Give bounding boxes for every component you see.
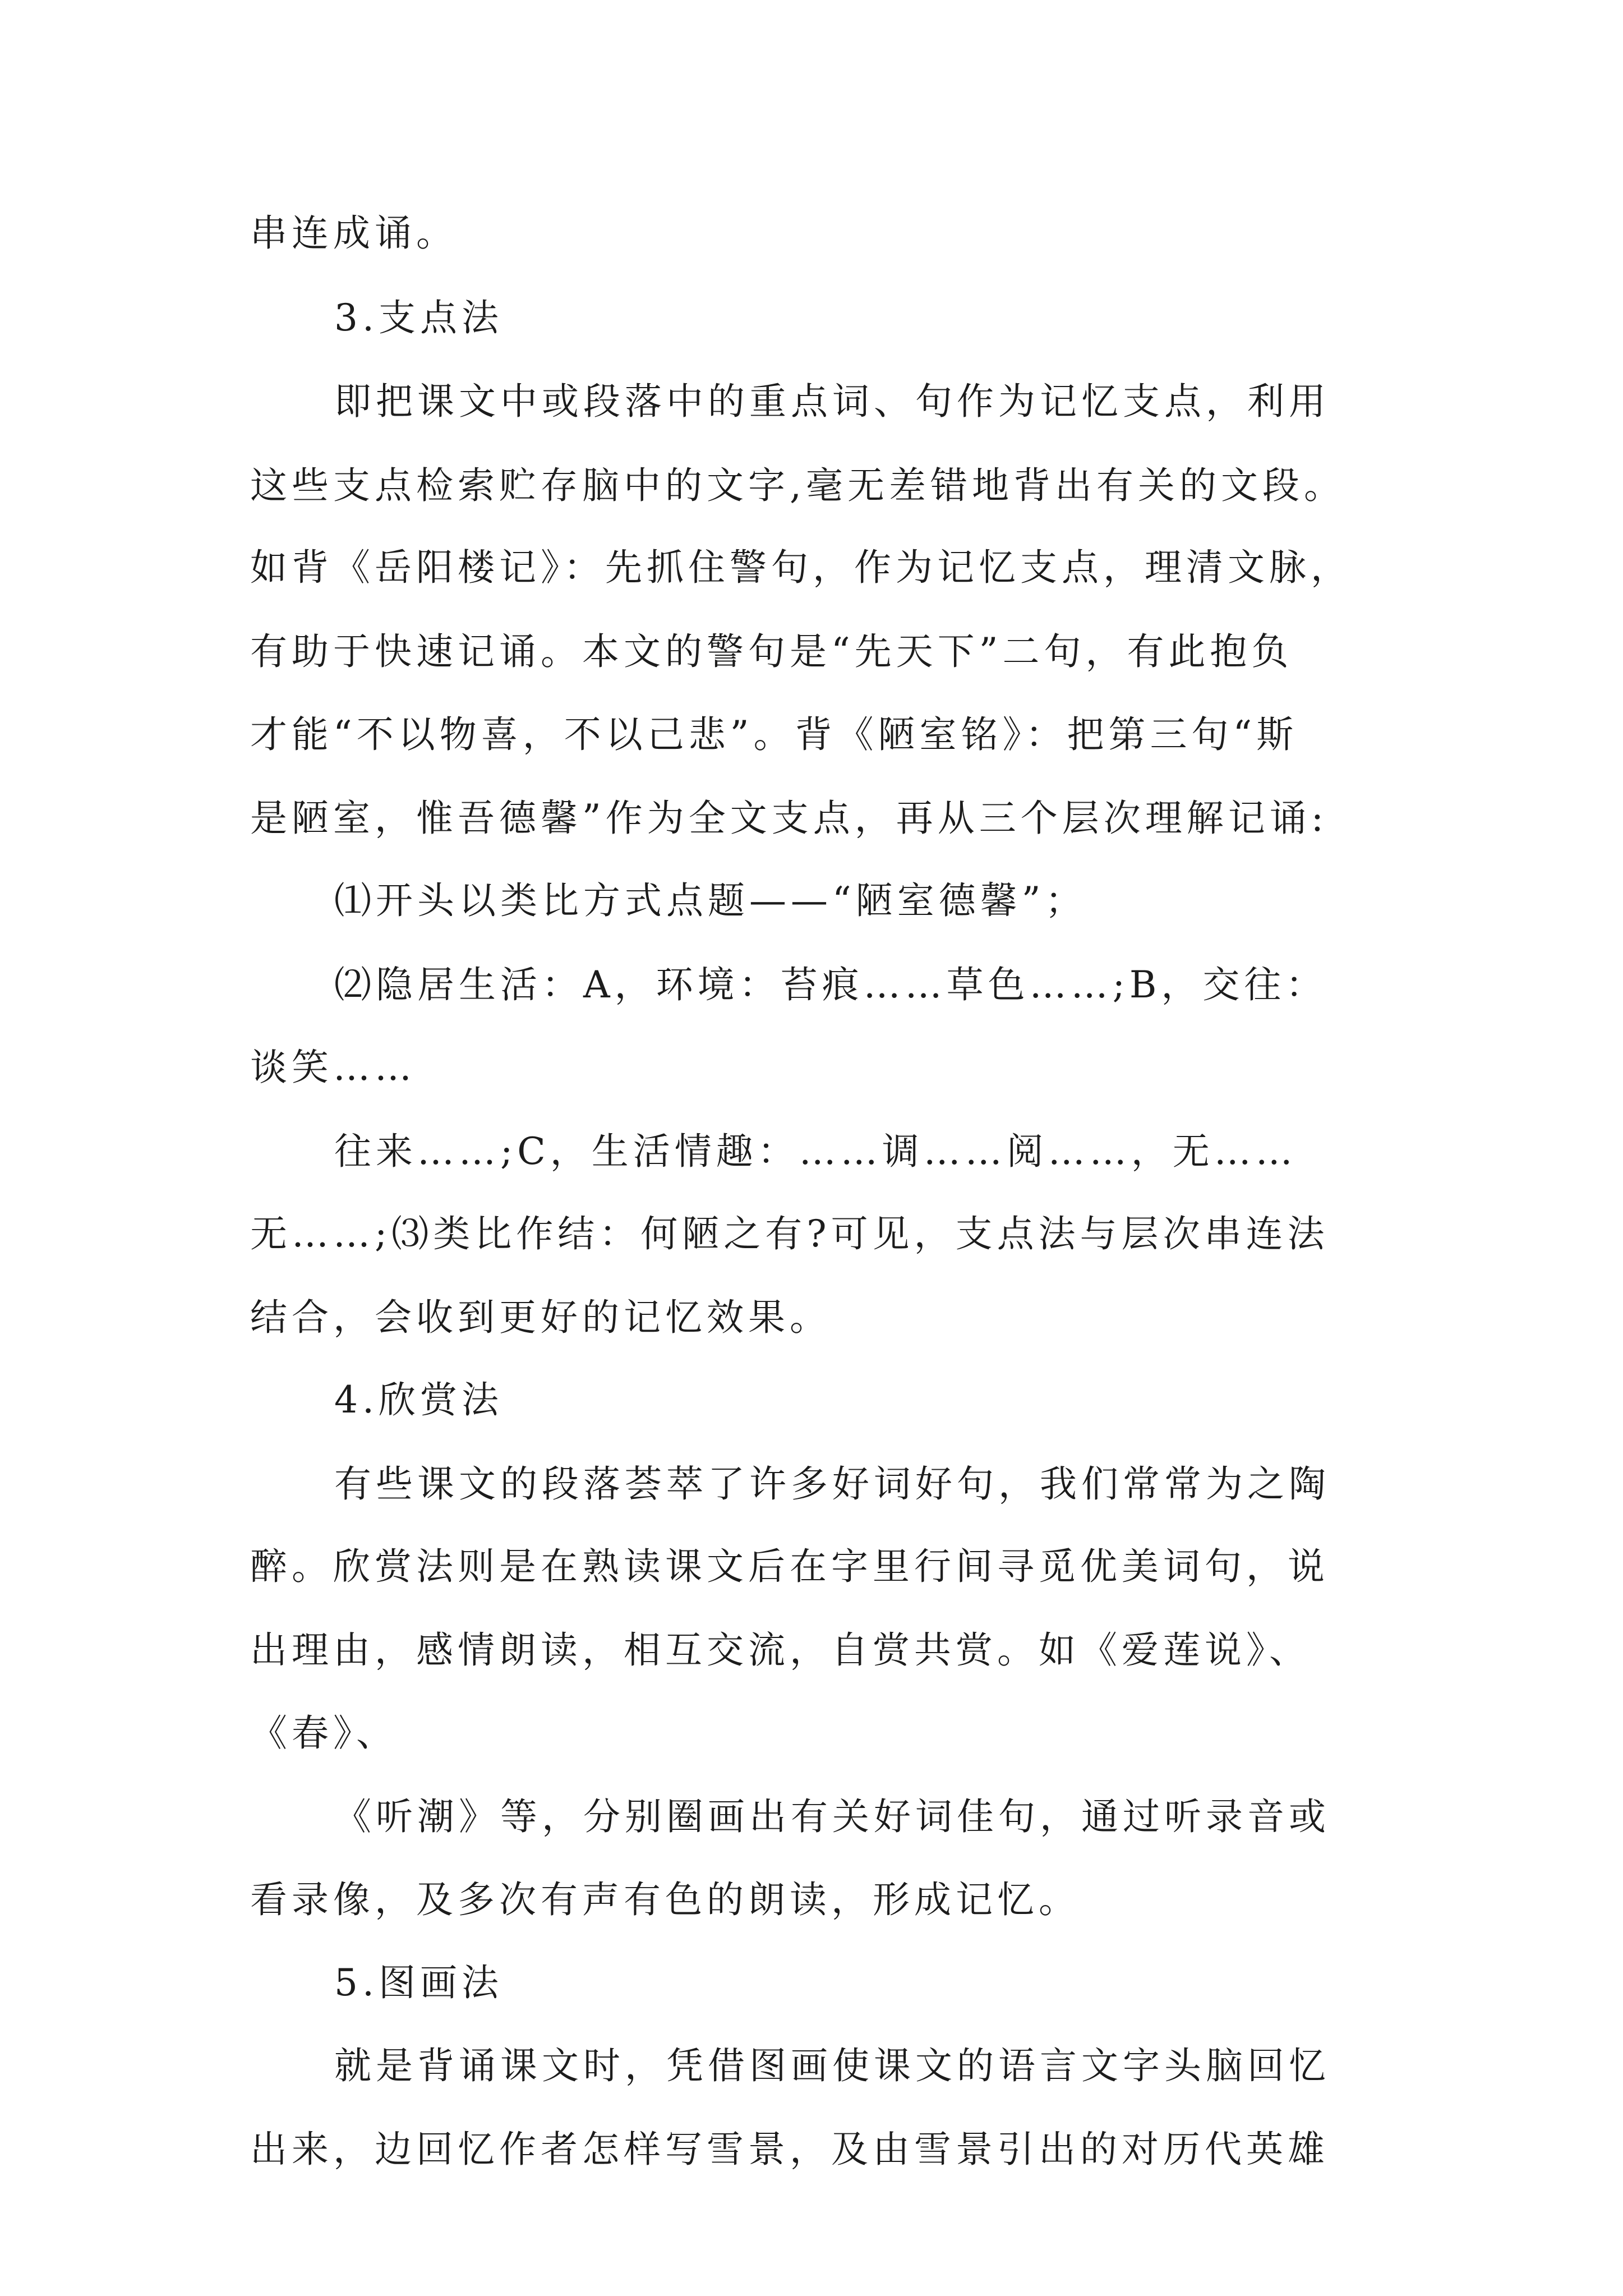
text-line: 往来……;C，生活情趣：……调……阅……，无……	[334, 1130, 1297, 1173]
text-line: 出理由，感情朗读，相互交流，自赏共赏。如《爱莲说》、	[250, 1628, 1311, 1672]
text-line: 谈笑……	[250, 1046, 416, 1089]
text-line: 如背《岳阳楼记》：先抓住警句，作为记忆支点，理清文脉，	[250, 546, 1352, 589]
text-line: 《听潮》等，分别圈画出有关好词佳句，通过听录音或	[334, 1795, 1330, 1838]
text-line: 无……;⑶类比作结：何陋之有?可见，支点法与层次串连法	[250, 1212, 1329, 1255]
text-line: 醉。欣赏法则是在熟读课文后在字里行间寻觅优美词句，说	[250, 1545, 1329, 1588]
section-heading: 4.欣赏法	[334, 1378, 503, 1421]
text-line: 出来，边回忆作者怎样写雪景，及由雪景引出的对历代英雄	[250, 2128, 1329, 2171]
text-line: 结合，会收到更好的记忆效果。	[250, 1296, 831, 1339]
text-line: 才能“不以物喜，不以己悲”。背《陋室铭》：把第三句“斯	[250, 713, 1298, 756]
text-line: 串连成诵。	[250, 211, 458, 255]
text-line: 有助于快速记诵。本文的警句是“先天下”二句，有此抱负	[250, 630, 1293, 673]
text-line: ⑵隐居生活：A，环境：苔痕……草色……;B，交往：	[334, 963, 1327, 1006]
section-heading: 3.支点法	[334, 296, 503, 339]
text-line: ⑴开头以类比方式点题——“陋室德馨”；	[334, 879, 1087, 922]
text-line: 就是背诵课文时，凭借图画使课文的语言文字头脑回忆	[334, 2044, 1330, 2087]
text-line: 有些课文的段落荟萃了许多好词好句，我们常常为之陶	[334, 1462, 1330, 1506]
text-line: 是陋室，惟吾德馨”作为全文支点，再从三个层次理解记诵:	[250, 797, 1328, 840]
text-line: 这些支点检索贮存脑中的文字,毫无差错地背出有关的文段。	[250, 464, 1345, 507]
text-line: 即把课文中或段落中的重点词、句作为记忆支点，利用	[334, 380, 1330, 423]
text-line: 《春》、	[250, 1711, 398, 1755]
text-line: 看录像，及多次有声有色的朗读，形成记忆。	[250, 1878, 1080, 1921]
section-heading: 5.图画法	[334, 1961, 503, 2004]
